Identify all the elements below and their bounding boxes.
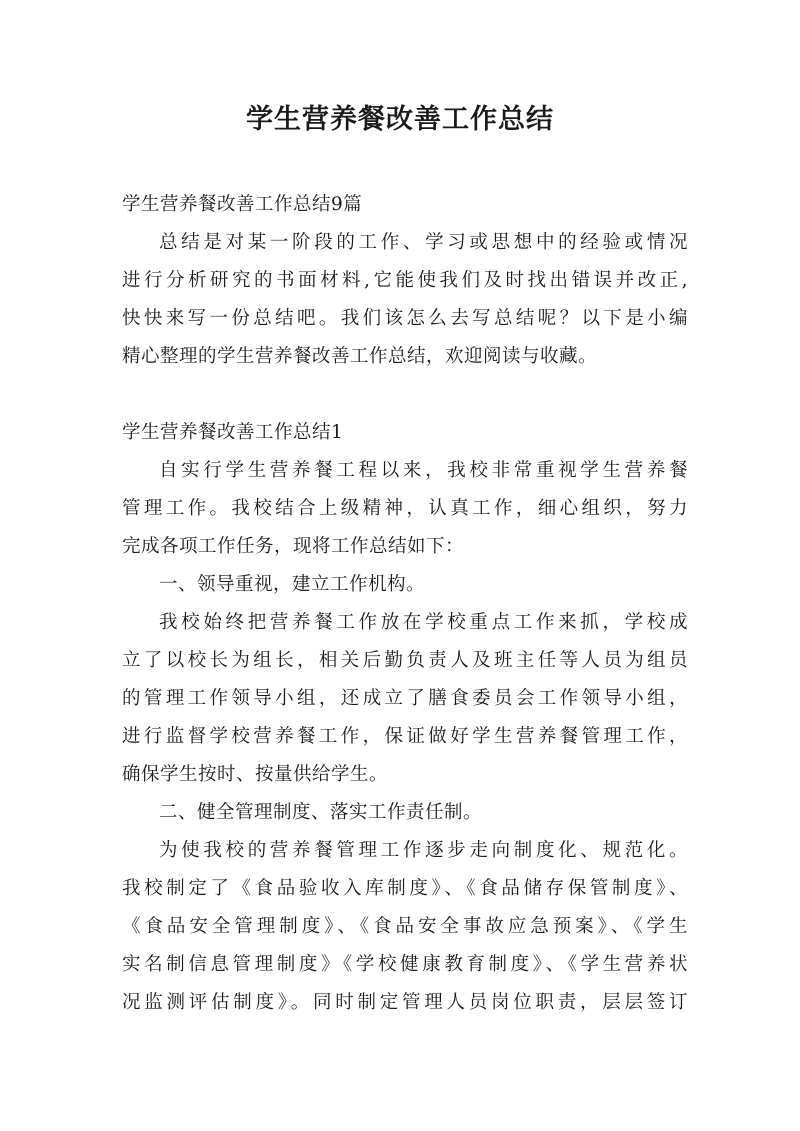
section-heading: 学生营养餐改善工作总结1: [122, 422, 344, 443]
paragraph-line: 我校始终把营养餐工作放在学校重点工作来抓，学校成: [159, 612, 688, 633]
intro-line: 精心整理的学生营养餐改善工作总结，欢迎阅读与收藏。: [122, 346, 598, 367]
paragraph-line: 完成各项工作任务，现将工作总结如下：: [122, 536, 465, 557]
paragraph-line: 进行监督学校营养餐工作，保证做好学生营养餐管理工作，: [122, 726, 688, 747]
paragraph-gap: [122, 376, 688, 414]
paragraph-line: 自实行学生营养餐工程以来，我校非常重视学生营养餐: [159, 460, 688, 481]
paragraph-line: 为使我校的营养餐管理工作逐步走向制度化、规范化。: [159, 840, 688, 861]
paragraph-line: 立了以校长为组长，相关后勤负责人及班主任等人员为组员: [122, 650, 688, 671]
subheading-two: 二、健全管理制度、落实工作责任制。: [159, 802, 483, 823]
intro-line: 进行分析研究的书面材料,它能使我们及时找出错误并改正,: [122, 270, 688, 291]
paragraph-line: 确保学生按时、按量供给学生。: [122, 764, 389, 785]
intro-line: 总结是对某一阶段的工作、学习或思想中的经验或情况: [159, 232, 688, 253]
paragraph-line: 的管理工作领导小组，还成立了膳食委员会工作领导小组，: [122, 688, 688, 709]
paragraph-line: 管理工作。我校结合上级精神，认真工作，细心组织，努力: [122, 498, 688, 519]
paragraph-line: 况监测评估制度》。同时制定管理人员岗位职责，层层签订: [122, 992, 688, 1013]
intro-line: 快快来写一份总结吧。我们该怎么去写总结呢？以下是小编: [122, 308, 688, 329]
document-title: 学生营养餐改善工作总结: [246, 104, 554, 135]
document-subtitle: 学生营养餐改善工作总结9篇: [122, 194, 363, 215]
document-body: [122, 186, 688, 1022]
paragraph-line: 《食品安全管理制度》、《食品安全事故应急预案》、《学生: [122, 916, 688, 937]
subheading-one: 一、领导重视，建立工作机构。: [159, 574, 426, 595]
paragraph-line: 我校制定了《食品验收入库制度》、《食品储存保管制度》、: [122, 878, 688, 899]
paragraph-line: 实名制信息管理制度》《学校健康教育制度》、《学生营养状: [122, 954, 688, 975]
